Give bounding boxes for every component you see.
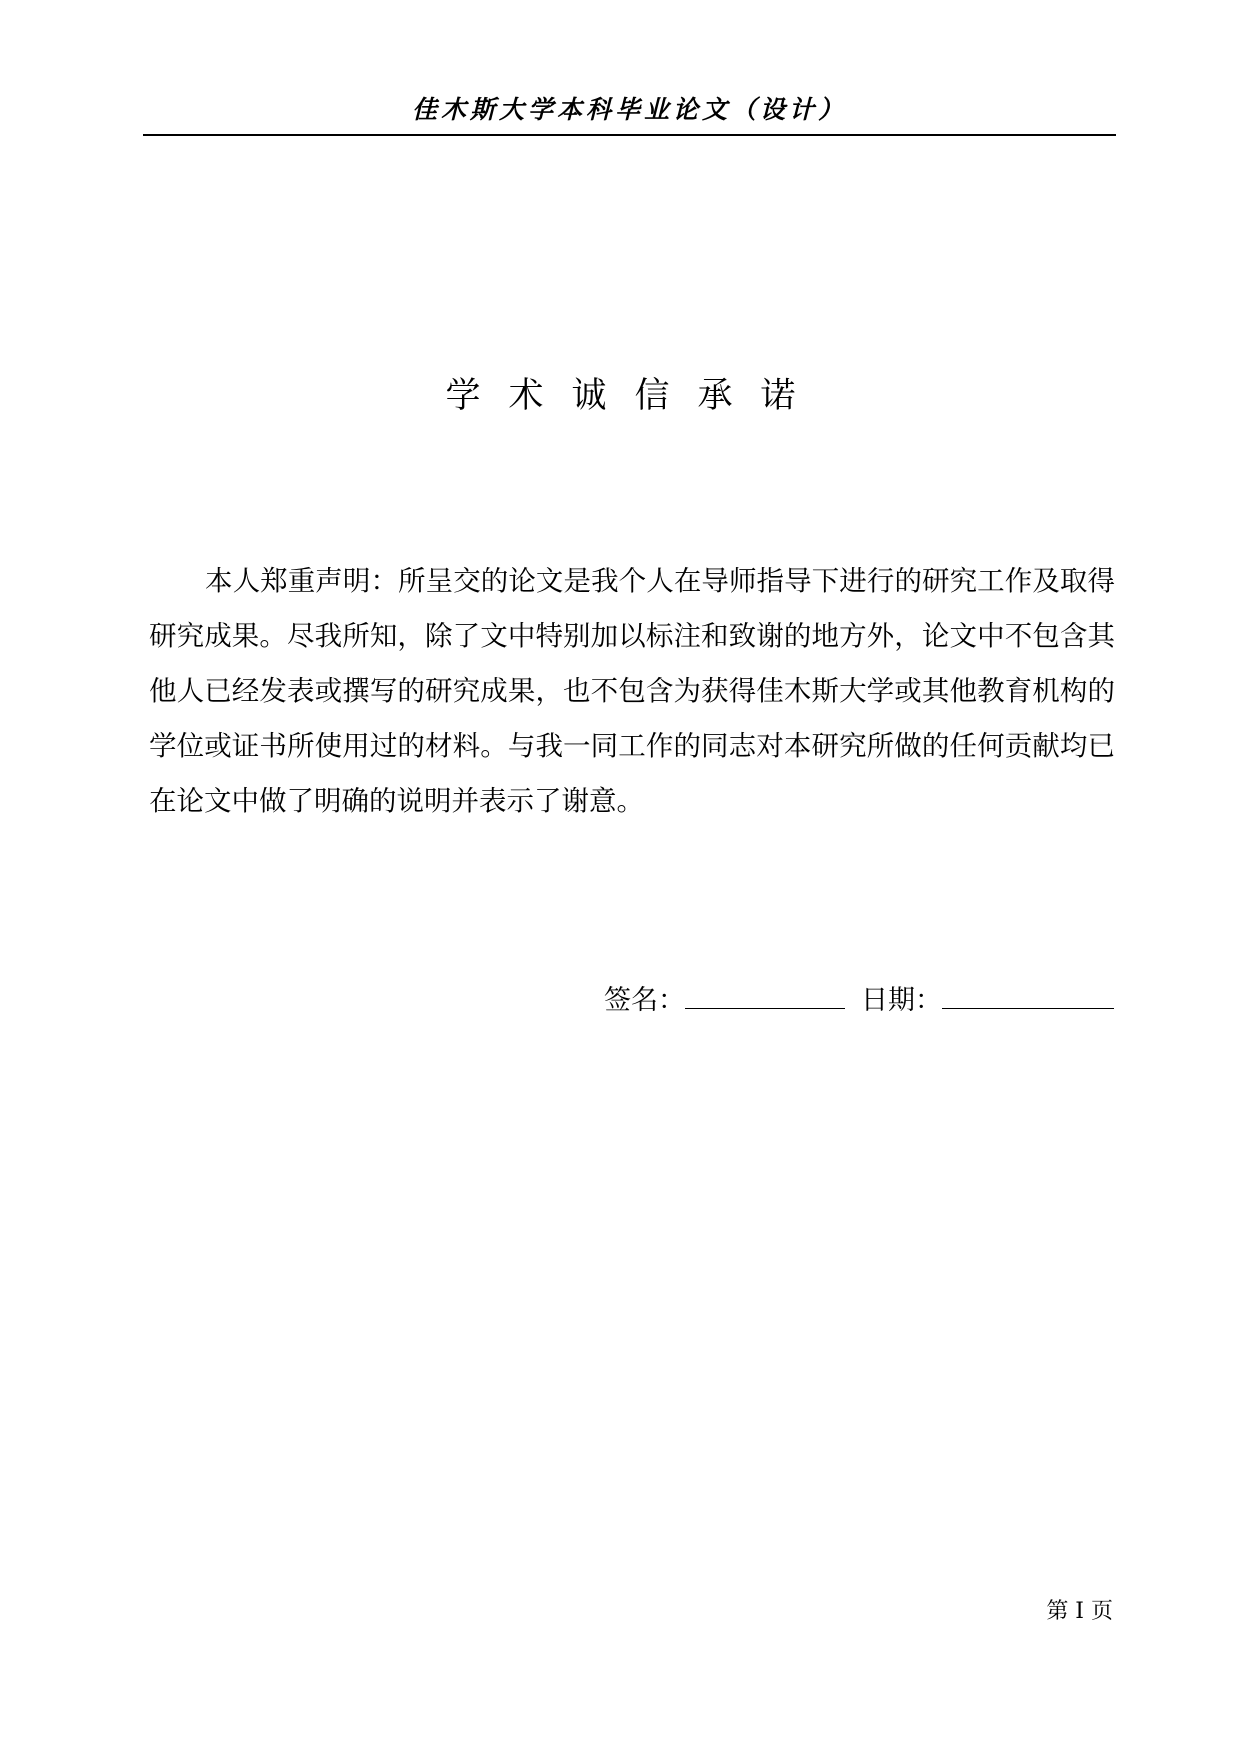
signature-label: 签名： — [604, 985, 685, 1016]
signature-field — [685, 980, 845, 1009]
page-number: 第 I 页 — [1046, 1599, 1113, 1624]
declaration-paragraph: 本人郑重声明：所呈交的论文是我个人在导师指导下进行的研究工作及取得研究成果。尽我所知，除了文中特别加以标注和致谢的地方外，论文中不包含其他人已经发表或撰写的研究成果，也不包含为获得佳木斯大学或其他教育机构的学位或证书所使用过的材料。与我一同工作的同志对本研究所做的任何贡献均已在论文中做了明确的说明并表示了谢意。 — [149, 565, 1115, 817]
document-title: 学术诚信承诺 — [445, 376, 824, 416]
signature-row — [604, 980, 1114, 1021]
date-label: 日期： — [861, 985, 942, 1016]
running-header: 佳木斯大学本科毕业论文（设计） — [411, 95, 847, 124]
header-divider — [143, 134, 1116, 136]
date-field — [942, 980, 1114, 1009]
